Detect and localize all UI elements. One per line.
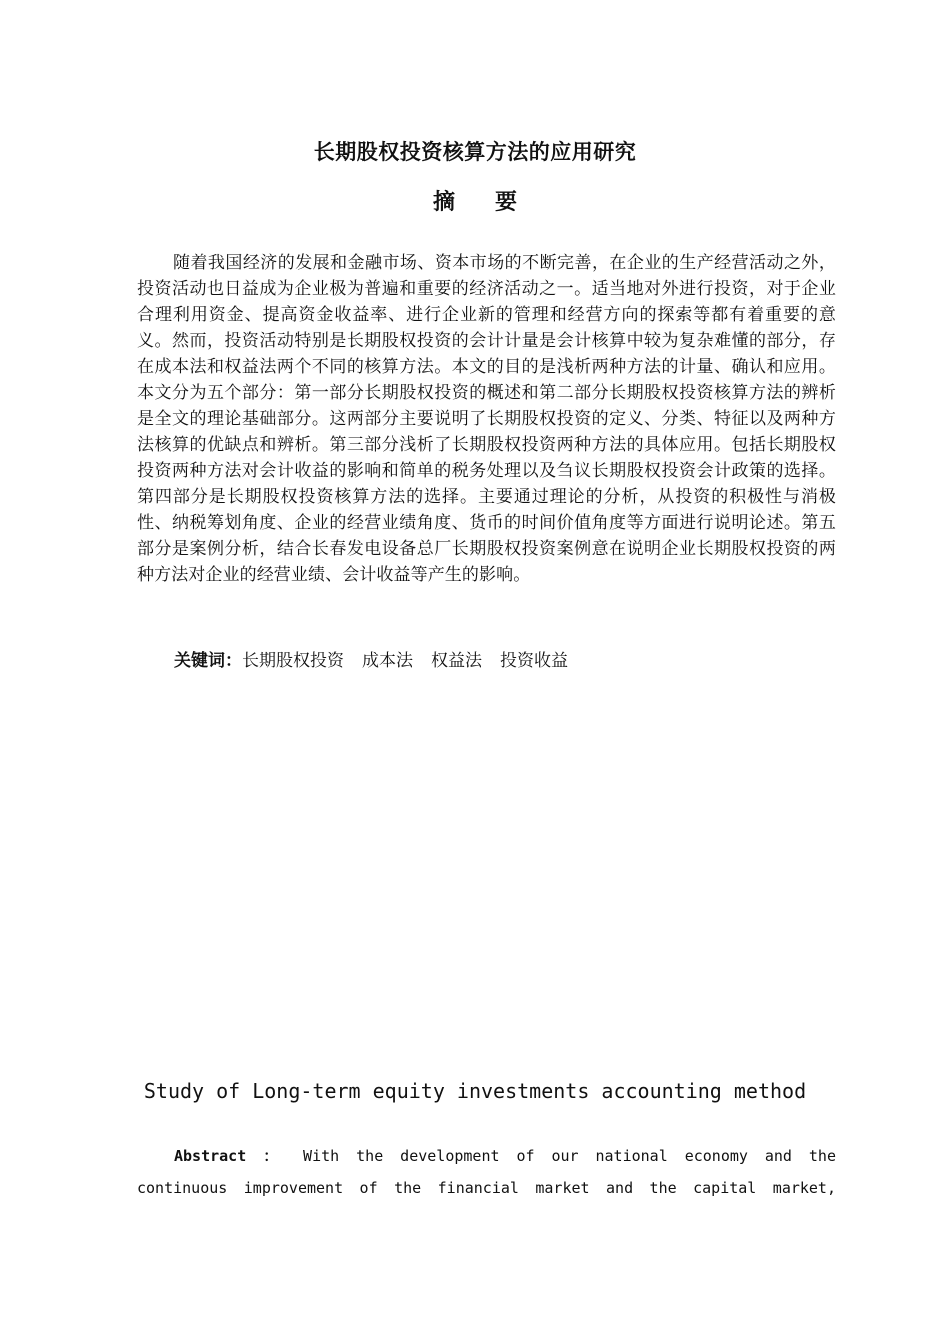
abstract-english-line-1: With the development of our national economy and the [286, 1147, 836, 1165]
document-title-english: Study of Long-term equity investments accounting method [143, 1079, 807, 1103]
abstract-english-line-2: continuous improvement of the financial market and the capital market, [137, 1179, 836, 1197]
keyword-item: 权益法 [431, 651, 482, 671]
keyword-item: 长期股权投资 [242, 651, 344, 671]
document-title-chinese: 长期股权投资核算方法的应用研究 [313, 139, 637, 164]
keywords-line-chinese [174, 648, 586, 674]
keyword-item: 投资收益 [500, 651, 568, 671]
abstract-body-english [137, 1140, 836, 1204]
keywords-label: 关键词： [174, 651, 242, 671]
abstract-label-english: Abstract ： [174, 1147, 287, 1165]
abstract-body-chinese: 随着我国经济的发展和金融市场、资本市场的不断完善，在企业的生产经营活动之外，投资活动也日益成为企业极为普遍和重要的经济活动之一。适当地对外进行投资，对于企业合理利用资金、提高资金收益率、进行企业新的管理和经营方向的探索等都有着重要的意义。然而，投资活动特别是长期股权投资的会计计量是会计核算中较为复杂难懂的部分，存在成本法和权益法两个不同的核算方法。本文的目的是浅析两种方法的计量、确认和应用。本文分为五个部分：第一部分长期股权投资的概述和第二部分长期股权投资核算方法的辨析是全文的理论基础部分。这两部分主要说明了长期股权投资的定义、分类、特征以及两种方法核算的优缺点和辨析。第三部分浅析了长期股权投资两种方法的具体应用。包括长期股权投资两种方法对会计收益的影响和简单的税务处理以及刍议长期股权投资会计政策的选择。第四部分是长期股权投资核算方法的选择。主要通过理论的分析，从投资的积极性与消极性、纳税筹划角度、企业的经营业绩角度、货币的时间价值角度等方面进行说明论述。第五部分是案例分析，结合长春发电设备总厂长期股权投资案例意在说明企业长期股权投资的两种方法对企业的经营业绩、会计收益等产生的影响。 [137, 253, 836, 585]
abstract-heading-chinese: 摘要 [432, 189, 557, 215]
keyword-item: 成本法 [362, 651, 413, 671]
